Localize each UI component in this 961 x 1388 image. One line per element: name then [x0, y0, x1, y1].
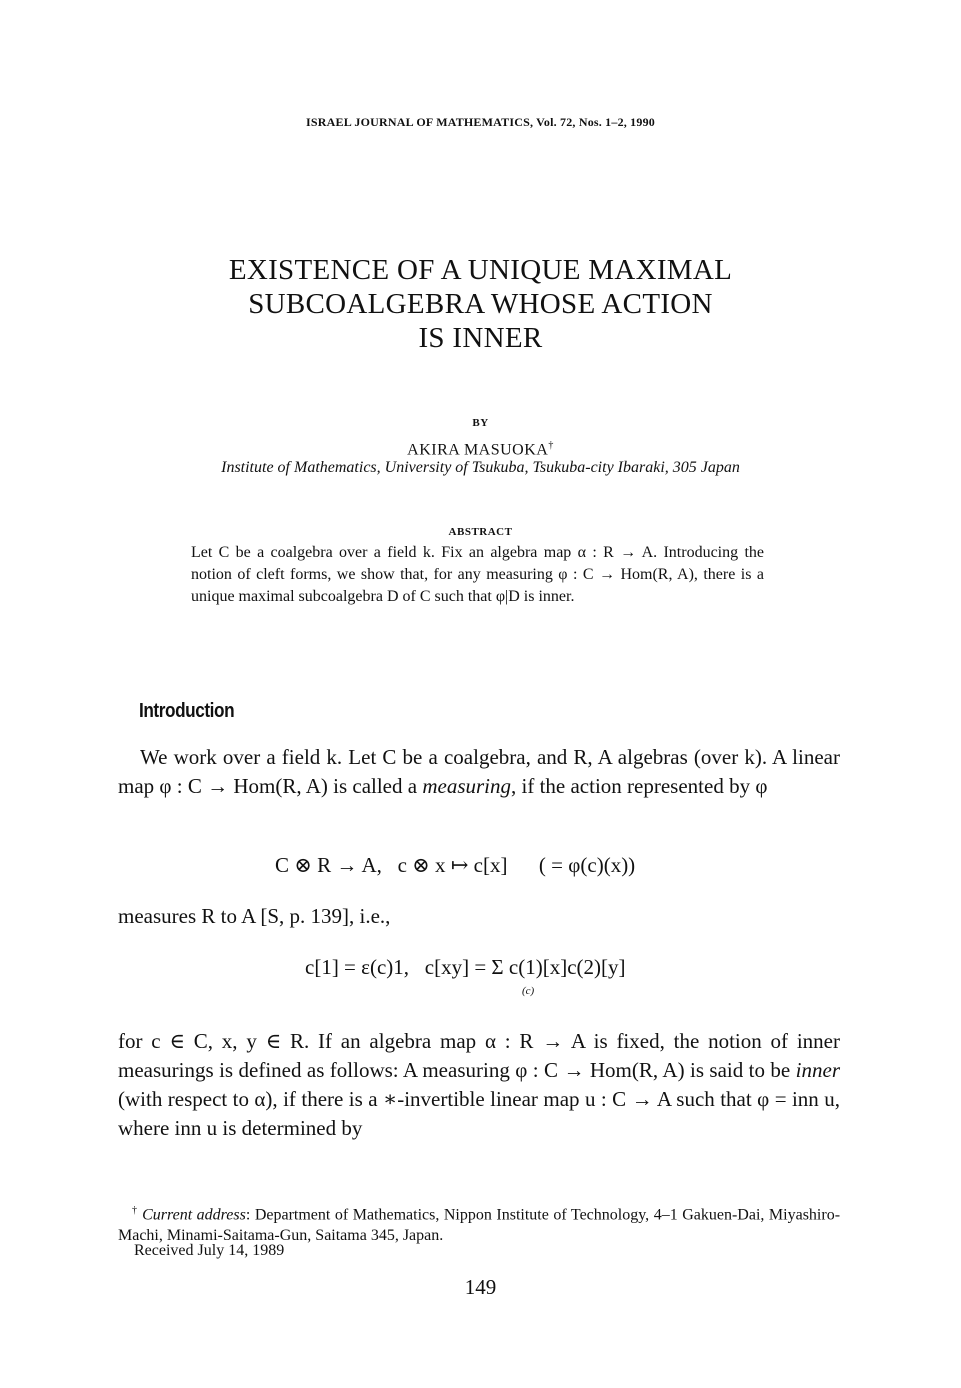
abstract-heading: ABSTRACT: [448, 526, 513, 538]
equation-action: C ⊗ R → A, c ⊗ x ↦ c[x] ( = φ(c)(x)): [275, 853, 636, 877]
title-line-3: IS INNER: [418, 322, 543, 354]
footnote-label: Current address: [142, 1206, 246, 1224]
footnote-mark: †: [132, 1205, 138, 1216]
received-date: Received July 14, 1989: [134, 1242, 285, 1259]
footnote: [118, 1200, 840, 1246]
author-name: [0, 440, 961, 459]
equation-sum-subscript: (c): [522, 985, 535, 997]
title-line-2: SUBCOALGEBRA WHOSE ACTION: [248, 288, 713, 320]
page-number: 149: [464, 1275, 497, 1299]
author-name-text: AKIRA MASUOKA: [407, 441, 549, 459]
p1-term-measuring: measuring: [422, 774, 511, 798]
footnote-text: : Department of Mathematics, Nippon Institute of Technology, 4–1 Gakuen-Dai, Miyashiro-Machi, Minami-Saitama-Gun, Saitama 345, Japan.: [118, 1206, 841, 1245]
p1-text-a: We work over a field k. Let C be a coalgebra, and R, A algebras (over k). A linear map φ : C → Hom(R, A) is called a: [118, 745, 840, 798]
abstract-text: Let C be a coalgebra over a field k. Fix an algebra map α : R → A. Introducing the notion of cleft forms, we show that, for any measuring φ : C → Hom(R, A), there is a unique maximal subcoalgebra D of C such that φ|D is inner.: [191, 544, 764, 605]
author-footnote-mark: †: [548, 440, 554, 451]
section-heading-introduction: Introduction: [139, 700, 235, 722]
byline-by: BY: [472, 417, 489, 429]
p2-text-b: (with respect to α), if there is a ∗-invertible linear map u : C → A such that φ = inn u, where inn u is determined by: [118, 1087, 840, 1140]
p2-text-a: for c ∈ C, x, y ∈ R. If an algebra map α : R → A is fixed, the notion of inner measurings is defined as follows: A measuring φ : C → Hom(R, A) is said to be: [118, 1029, 840, 1082]
p2-term-inner: inner: [795, 1058, 840, 1082]
title-line-1: EXISTENCE OF A UNIQUE MAXIMAL: [228, 254, 733, 286]
intro-paragraph-2: [118, 1027, 840, 1143]
equation-measuring: c[1] = ε(c)1, c[xy] = Σ c(1)[x]c(2)[y]: [305, 955, 626, 979]
journal-header: ISRAEL JOURNAL OF MATHEMATICS, Vol. 72, Nos. 1–2, 1990: [306, 115, 655, 129]
p1-text-b: , if the action represented by φ: [511, 774, 768, 798]
intro-paragraph-1: [118, 743, 840, 801]
author-affiliation: Institute of Mathematics, University of Tsukuba, Tsukuba-city Ibaraki, 305 Japan: [221, 459, 740, 476]
measures-line: measures R to A [S, p. 139], i.e.,: [118, 904, 391, 928]
